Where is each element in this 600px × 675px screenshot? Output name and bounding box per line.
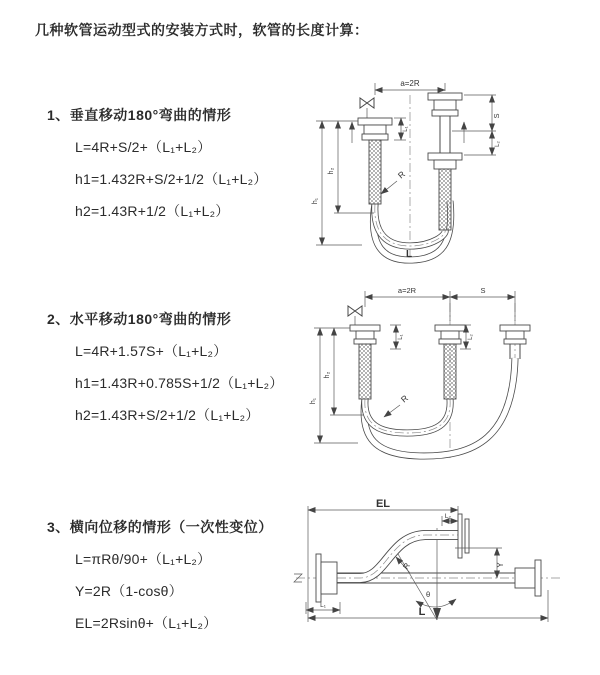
dim-l1-label: L₁ [403,126,409,132]
dim-s-label: S [492,113,501,119]
dim-s-label: S [480,286,486,295]
dim-l2-label: L₂ [495,141,501,147]
section1-formula-h2: h2=1.43R+1/2（L₁+L₂） [75,203,230,219]
left-pipe-assembly [350,325,380,399]
dim-h1-label: h₁ [310,397,317,405]
section2-formula-h2: h2=1.43R+S/2+1/2（L₁+L₂） [75,407,260,423]
dim-a2r [365,286,515,321]
right-pipe-assembly [428,93,464,230]
section3-formula-el: EL=2Rsinθ+（L₁+L₂） [75,615,218,631]
section2-formula-h1: h1=1.43R+0.785S+1/2（L₁+L₂） [75,375,284,391]
page-title: 几种软管运动型式的安装方式时，软管的长度计算： [35,22,369,38]
diagram-horizontal-180-bend [300,283,600,468]
dim-l1 [390,325,404,349]
radius-label: R [398,392,410,405]
dim-l1-label: L₁ [320,602,326,609]
dim-l2 [442,513,458,526]
dim-l2-label: L₂ [444,513,452,520]
section3-heading: 3、横向位移的情形（一次性变位） [47,519,273,535]
dim-h1-h2 [310,328,364,443]
theta-label: θ [426,590,431,599]
valve-icon [348,306,362,325]
braided-hose-section [444,344,456,399]
valve-icon [360,98,374,108]
section2-heading: 2、水平移动180°弯曲的情形 [47,311,232,327]
left-flange [316,554,337,602]
dim-l2-label: L₂ [468,334,474,340]
hose-loops [364,358,515,456]
left-pipe-assembly [352,98,392,204]
right-pipe-assembly [500,325,530,359]
section2-formula-l: L=4R+1.57S+（L₁+L₂） [75,343,228,359]
hose-s-curve [337,535,458,578]
dim-l1-label: L₁ [398,334,404,340]
dim-h1-label: h₁ [312,197,319,205]
dim-s [452,95,501,155]
section3-formula-y: Y=2R（1-cosθ） [75,583,183,599]
right-upper-flange [458,514,469,558]
radius-label: R [401,561,412,572]
braided-hose-section [369,140,381,204]
dim-l1 [306,602,340,614]
dim-l-label: L [418,606,426,618]
dim-a2r-label: a=2R [397,286,417,295]
dim-h2-label: h₂ [328,167,335,175]
dim-l1 [394,118,409,140]
middle-pipe-assembly [435,325,465,399]
dim-el-label: EL [375,498,391,510]
radius-leader [381,181,397,194]
dim-a2r-label: a=2R [400,79,420,88]
diagram-vertical-180-bend [300,73,600,273]
section3-formula-l: L=πRθ/90+（L₁+L₂） [75,551,212,567]
braided-hose-section [359,344,371,399]
radius-label: R [395,168,407,181]
section1-formula-l: L=4R+S/2+（L₁+L₂） [75,139,212,155]
section1-heading: 1、垂直移动180°弯曲的情形 [47,107,232,123]
dim-h2-label: h₂ [324,371,331,379]
diagram-lateral-displacement [290,498,600,638]
length-label: L [405,249,413,260]
braided-hose-section [439,169,451,230]
section1-formula-h1: h1=1.432R+S/2+1/2（L₁+L₂） [75,171,268,187]
right-lower-flange [515,560,541,596]
dim-y-label: Y [496,562,505,568]
radius-leader [384,405,400,417]
